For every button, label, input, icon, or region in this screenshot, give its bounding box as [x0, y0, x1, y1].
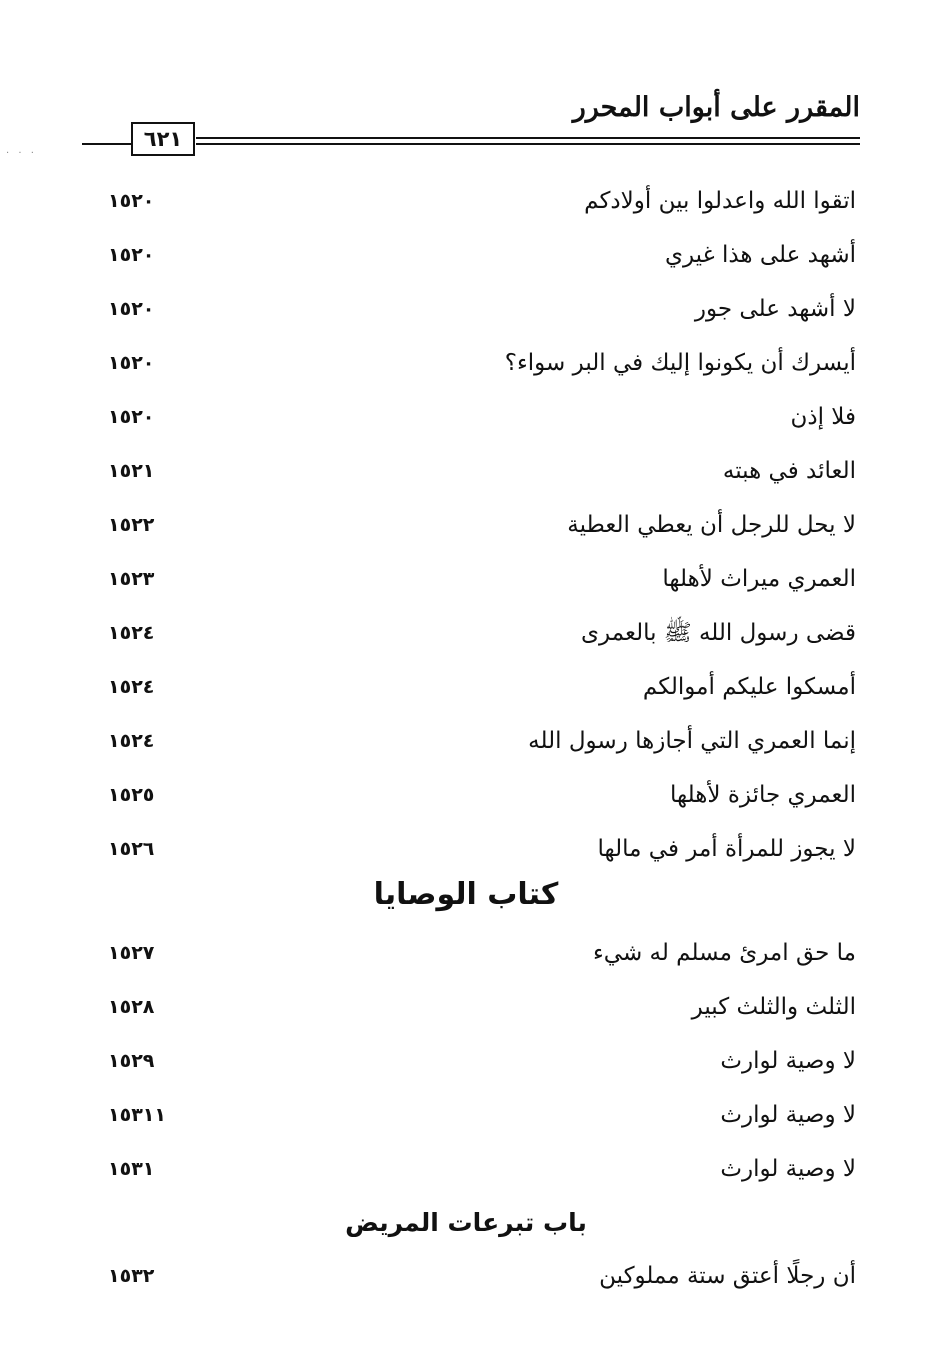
entry-text: قضى رسول الله ﷺ بالعمرى	[581, 620, 856, 646]
entry-page-number: ١٥٣١١	[108, 1104, 166, 1126]
entry-text: أمسكوا عليكم أموالكم	[642, 674, 856, 700]
entry-text: لا يجوز للمرأة أمر في مالها	[597, 836, 856, 862]
entry-text: العائد في هبته	[722, 458, 856, 484]
section-heading-book: كتاب الوصايا	[373, 877, 559, 912]
entry-text: لا وصية لوارث	[720, 1048, 856, 1074]
entry-page-number: ١٥٢٠	[108, 352, 155, 374]
entry-page-number: ١٥٢٧	[108, 942, 155, 964]
entry-page-number: ١٥٢٠	[108, 298, 155, 320]
index-entry	[0, 987, 932, 1027]
index-entry	[0, 559, 932, 599]
entry-text: الثلث والثلث كبير	[691, 994, 856, 1020]
index-entry	[0, 667, 932, 707]
index-entry	[0, 933, 932, 973]
section-heading-chapter: باب تبرعات المريض	[345, 1208, 587, 1237]
entry-page-number: ١٥٢٩	[108, 1050, 155, 1072]
entry-text: إنما العمري التي أجازها رسول الله	[528, 728, 856, 754]
index-entry	[0, 1149, 932, 1189]
entry-text: أيسرك أن يكونوا إليك في البر سواء؟	[504, 350, 856, 376]
entry-page-number: ١٥٢٣	[108, 568, 155, 590]
index-entry	[0, 721, 932, 761]
index-entry	[0, 235, 932, 275]
entry-page-number: ١٥٢٤	[108, 676, 155, 698]
index-entry	[0, 451, 932, 491]
entry-page-number: ١٥٢٥	[108, 784, 155, 806]
index-entry	[0, 181, 932, 221]
entry-text: ما حق امرئ مسلم له شيء	[592, 940, 856, 966]
entry-page-number: ١٥٢٠	[108, 244, 155, 266]
header-rule-bottom	[196, 143, 860, 145]
entry-text: لا أشهد على جور	[694, 296, 856, 322]
entry-page-number: ١٥٣٢	[108, 1265, 155, 1287]
entry-page-number: ١٥٢٨	[108, 996, 155, 1018]
entry-page-number: ١٥٢١	[108, 460, 155, 482]
index-entry	[0, 1095, 932, 1135]
entry-text: فلا إذن	[790, 404, 856, 430]
index-entry	[0, 829, 932, 869]
index-entry	[0, 397, 932, 437]
scan-specks: · · ·	[6, 148, 37, 159]
entry-text: العمري ميراث لأهلها	[662, 566, 856, 592]
index-entry	[0, 505, 932, 545]
entry-page-number: ١٥٢٠	[108, 190, 155, 212]
entry-page-number: ١٥٣١	[108, 1158, 155, 1180]
entry-text: أن رجلًا أعتق ستة مملوكين	[599, 1263, 856, 1289]
entry-text: لا يحل للرجل أن يعطي العطية	[567, 512, 856, 538]
entry-page-number: ١٥٢٤	[108, 730, 155, 752]
entry-text: العمري جائزة لأهلها	[670, 782, 856, 808]
index-entry	[0, 1041, 932, 1081]
entry-text: لا وصية لوارث	[720, 1156, 856, 1182]
header-rule-top	[196, 137, 860, 139]
page-number: ٦٢١	[131, 122, 195, 156]
running-title: المقرر على أبواب المحرر	[572, 92, 860, 123]
entry-text: لا وصية لوارث	[720, 1102, 856, 1128]
entry-page-number: ١٥٢٠	[108, 406, 155, 428]
entry-text: اتقوا الله واعدلوا بين أولادكم	[584, 188, 856, 214]
entry-page-number: ١٥٢٦	[108, 838, 155, 860]
index-entry	[0, 343, 932, 383]
entry-text: أشهد على هذا غيري	[664, 242, 856, 268]
index-entry	[0, 613, 932, 653]
index-entry	[0, 775, 932, 815]
entry-page-number: ١٥٢٤	[108, 622, 155, 644]
index-entry	[0, 1256, 932, 1296]
header-rule-left	[82, 143, 132, 145]
entry-page-number: ١٥٢٢	[108, 514, 155, 536]
index-entry	[0, 289, 932, 329]
